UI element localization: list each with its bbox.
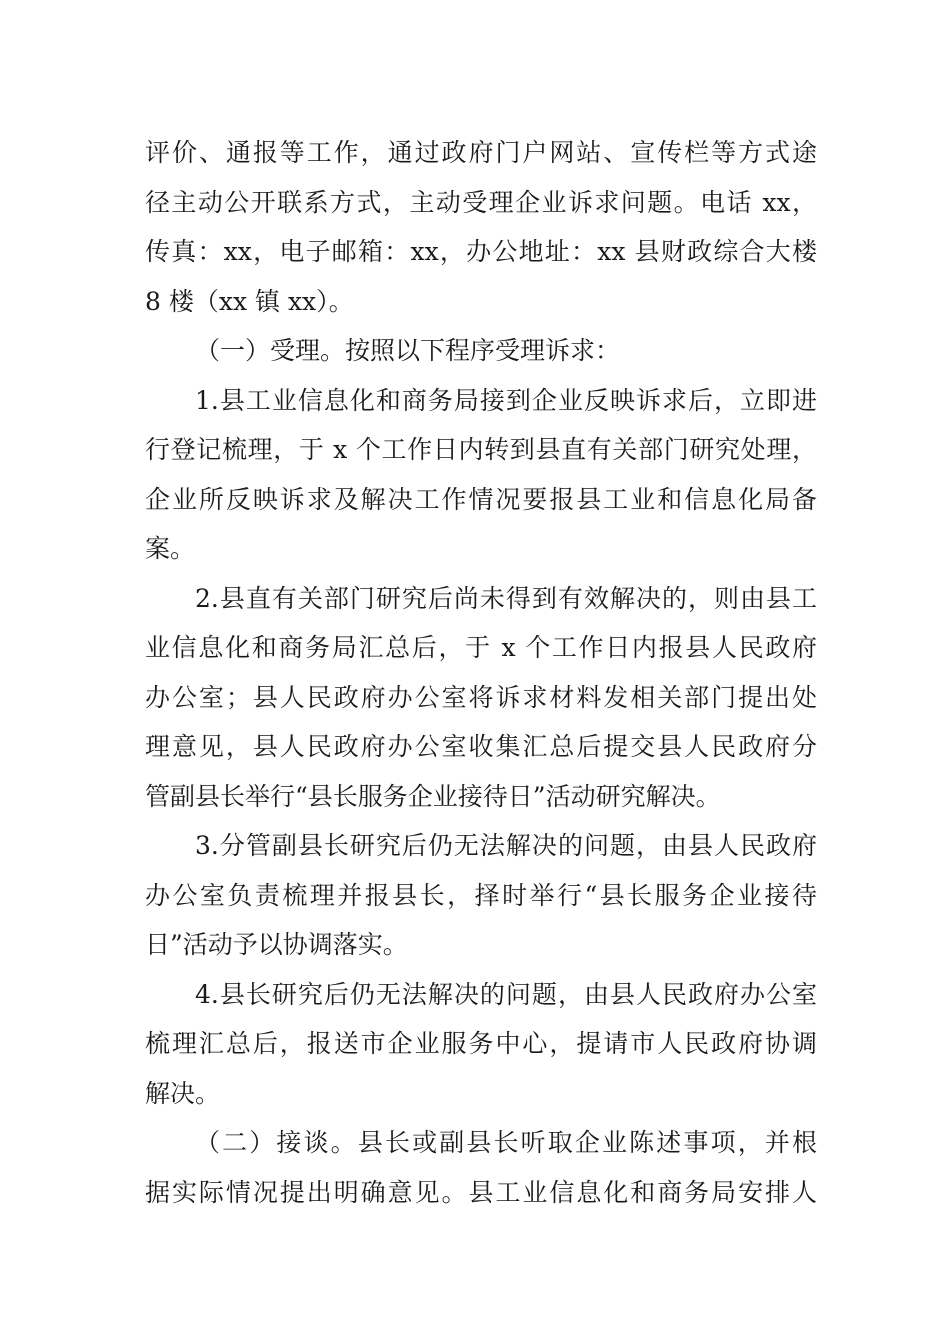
text-line: 日”活动予以协调落实。 xyxy=(145,930,408,959)
text-line: 2.县直有关部门研究后尚未得到有效解决的，则由县工 xyxy=(195,583,817,613)
text-line: 企业所反映诉求及解决工作情况要报县工业和信息化局备 xyxy=(145,484,817,514)
text-line: 案。 xyxy=(145,534,196,563)
section-heading-acceptance xyxy=(145,326,817,376)
text-line: （二）接谈。县长或副县长听取企业陈述事项，并根 xyxy=(195,1128,817,1157)
text-line: 4.县长研究后仍无法解决的问题，由县人民政府办公室 xyxy=(195,979,817,1009)
text-line: 评价、通报等工作，通过政府门户网站、宣传栏等方式途 xyxy=(145,138,817,167)
paragraph-step-2 xyxy=(145,574,817,822)
section-heading-interview xyxy=(145,1118,817,1217)
text-line: 传真：xx，电子邮箱：xx，办公地址：xx 县财政综合大楼 xyxy=(145,237,817,266)
paragraph-step-1 xyxy=(145,376,817,574)
text-line: 8 楼（xx 镇 xx）。 xyxy=(145,286,354,316)
paragraph-contact-info xyxy=(145,128,817,326)
text-line: 管副县长举行“县长服务企业接待日”活动研究解决。 xyxy=(145,781,721,811)
text-line: 行登记梳理，于 x 个工作日内转到县直有关部门研究处理， xyxy=(145,435,817,464)
text-line: 1.县工业信息化和商务局接到企业反映诉求后，立即进 xyxy=(195,385,817,415)
text-line: 解决。 xyxy=(145,1078,221,1108)
document-body xyxy=(145,128,817,1217)
text-line: 梳理汇总后，报送市企业服务中心，提请市人民政府协调 xyxy=(145,1029,817,1058)
paragraph-step-3 xyxy=(145,821,817,970)
text-line: （一）受理。按照以下程序受理诉求： xyxy=(195,336,621,365)
text-line: 办公室负责梳理并报县长，择时举行“县长服务企业接待 xyxy=(145,880,817,910)
text-line: 业信息化和商务局汇总后，于 x 个工作日内报县人民政府 xyxy=(145,633,817,662)
text-line: 办公室；县人民政府办公室将诉求材料发相关部门提出处 xyxy=(145,682,817,712)
text-line: 理意见，县人民政府办公室收集汇总后提交县人民政府分 xyxy=(145,732,817,761)
text-line: 据实际情况提出明确意见。县工业信息化和商务局安排人 xyxy=(145,1177,817,1207)
text-line: 3.分管副县长研究后仍无法解决的问题，由县人民政府 xyxy=(195,831,817,860)
paragraph-step-4 xyxy=(145,970,817,1119)
text-line: 径主动公开联系方式，主动受理企业诉求问题。电话 xx， xyxy=(145,187,817,217)
